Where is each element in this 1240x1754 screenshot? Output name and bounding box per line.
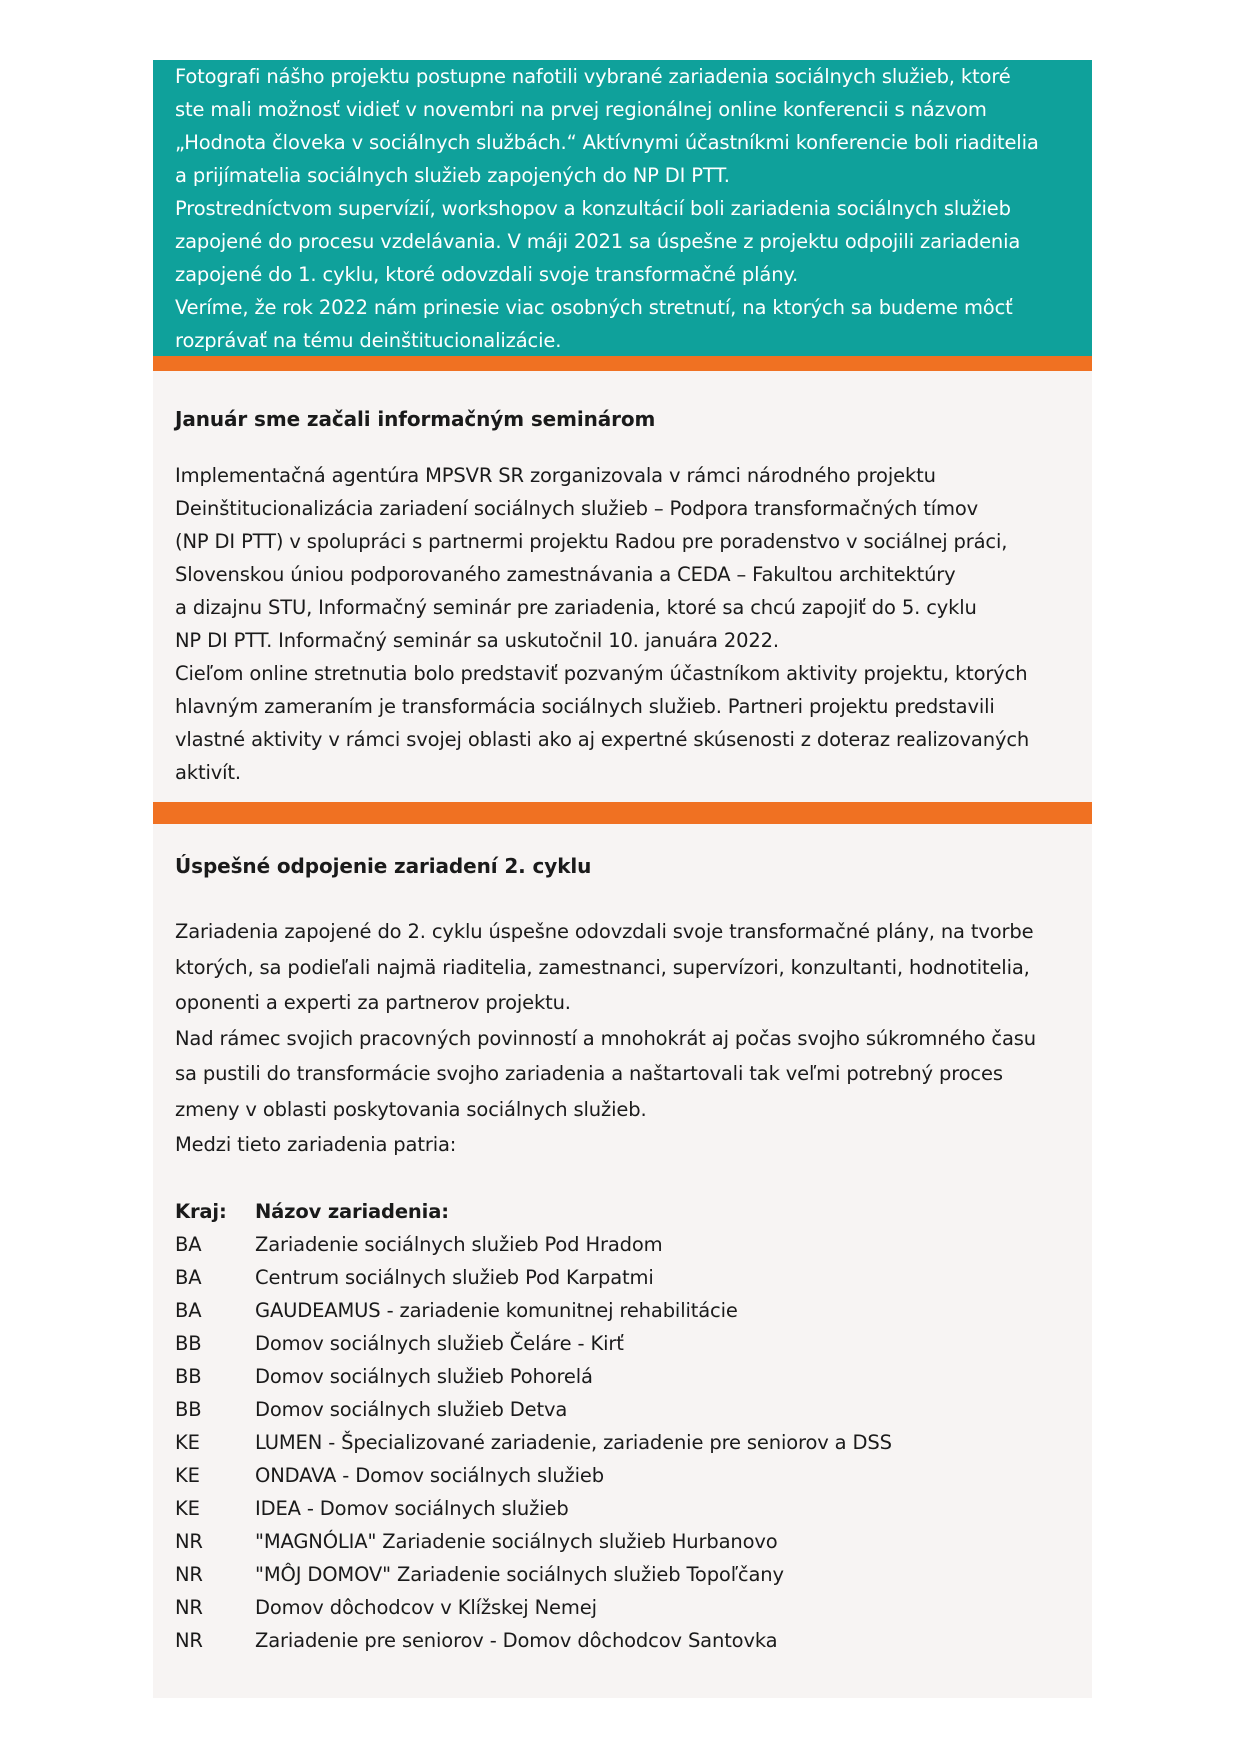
intro-line: „Hodnota človeka v sociálnych službách.“ Aktívnymi účastníkmi konferencie boli riaditelia [175, 131, 1039, 154]
region-code: NR [175, 1628, 203, 1652]
body-line: Zariadenia zapojené do 2. cyklu úspešne odovzdali svoje transformačné plány, na tvorbe [175, 920, 1034, 943]
table-row [175, 1591, 1070, 1624]
body-line: oponenti a experti za partnerov projektu. [175, 991, 571, 1014]
region-code: BB [175, 1364, 202, 1388]
seminar-section [153, 371, 1092, 802]
region-code: BB [175, 1397, 202, 1421]
body-line: NP DI PTT. Informačný seminár sa uskutočnil 10. januára 2022. [175, 629, 779, 652]
table-row [175, 1294, 1070, 1327]
facility-name: Zariadenie sociálnych služieb Pod Hradom [255, 1232, 663, 1256]
body-line: Medzi tieto zariadenia patria: [175, 1133, 457, 1156]
table-row [175, 1624, 1070, 1657]
region-code: NR [175, 1529, 203, 1553]
body-line: aktivít. [175, 761, 241, 784]
body-line: vlastné aktivity v rámci svojej oblasti ako aj expertné skúsenosti z doteraz realizovaných [175, 728, 1030, 751]
cycle-two-section [153, 824, 1092, 1698]
facility-name: Domov sociálnych služieb Pohorelá [255, 1364, 593, 1388]
region-code: BA [175, 1298, 202, 1322]
facility-name: IDEA - Domov sociálnych služieb [255, 1496, 569, 1520]
body-line: Nad rámec svojich pracovných povinností a mnohokrát aj počas svojho súkromného času [175, 1026, 1036, 1050]
intro-line: Prostredníctvom supervízií, workshopov a konzultácií boli zariadenia sociálnych služieb [175, 197, 1011, 220]
facility-name: Zariadenie pre seniorov - Domov dôchodcov Santovka [255, 1628, 778, 1652]
intro-line: ste mali možnosť vidieť v novembri na prvej regionálnej online konferencii s názvom [175, 98, 987, 121]
intro-line: zapojené do 1. cyklu, ktoré odovzdali svoje transformačné plány. [175, 263, 799, 286]
facility-table [175, 1195, 1070, 1657]
body-line: Slovenskou úniou podporovaného zamestnávania a CEDA – Fakultou architektúry [175, 563, 956, 586]
body-line: (NP DI PTT) v spolupráci s partnermi projektu Radou pre poradenstvo v sociálnej práci, [175, 530, 1008, 553]
intro-line: a prijímatelia sociálnych služieb zapojených do NP DI PTT. [175, 164, 730, 187]
facility-name: Centrum sociálnych služieb Pod Karpatmi [255, 1265, 654, 1289]
body-line: Implementačná agentúra MPSVR SR zorganizovala v rámci národného projektu [175, 464, 936, 487]
intro-box [153, 60, 1092, 356]
table-row [175, 1558, 1070, 1591]
region-header: Kraj: [175, 1199, 227, 1223]
facility-name: LUMEN - Špecializované zariadenie, zariadenie pre seniorov a DSS [255, 1430, 892, 1454]
table-row [175, 1525, 1070, 1558]
section-title: Január sme začali informačným seminárom [175, 407, 656, 431]
intro-line: rozprávať na tému deinštitucionalizácie. [175, 329, 562, 352]
facility-name: ONDAVA - Domov sociálnych služieb [255, 1463, 604, 1487]
facility-name: GAUDEAMUS - zariadenie komunitnej rehabilitácie [255, 1298, 738, 1322]
region-code: BB [175, 1331, 202, 1355]
region-code: BA [175, 1265, 202, 1289]
body-line: zmeny v oblasti poskytovania sociálnych služieb. [175, 1097, 647, 1121]
body-line: sa pustili do transformácie svojho zariadenia a naštartovali tak veľmi potrebný proces [175, 1062, 1003, 1085]
facility-name: "MÔJ DOMOV" Zariadenie sociálnych služieb Topoľčany [255, 1562, 784, 1586]
table-row [175, 1426, 1070, 1459]
table-row [175, 1459, 1070, 1492]
table-row [175, 1393, 1070, 1426]
region-code: KE [175, 1463, 200, 1487]
intro-line: Veríme, že rok 2022 nám prinesie viac osobných stretnutí, na ktorých sa budeme môcť [175, 296, 1013, 319]
facility-name: Domov dôchodcov v Klížskej Nemej [255, 1595, 597, 1619]
facility-name-header: Názov zariadenia: [255, 1199, 449, 1223]
section-divider [153, 356, 1092, 371]
intro-line: zapojené do procesu vzdelávania. V máji 2021 sa úspešne z projektu odpojili zariadenia [175, 230, 1021, 253]
section-divider [153, 802, 1092, 824]
body-line: hlavným zameraním je transformácia sociálnych služieb. Partneri projektu predstavili [175, 695, 995, 718]
region-code: BA [175, 1232, 202, 1256]
region-code: KE [175, 1496, 200, 1520]
body-line: a dizajnu STU, Informačný seminár pre zariadenia, ktoré sa chcú zapojiť do 5. cyklu [175, 596, 977, 619]
table-row [175, 1261, 1070, 1294]
region-code: KE [175, 1430, 200, 1454]
section-title: Úspešné odpojenie zariadení 2. cyklu [175, 854, 592, 878]
body-line: ktorých, sa podieľali najmä riaditelia, zamestnanci, supervízori, konzultanti, hodnotitelia, [175, 955, 1030, 979]
intro-line: Fotografi nášho projektu postupne nafotili vybrané zariadenia sociálnych služieb, ktoré [175, 65, 1011, 88]
body-line: Cieľom online stretnutia bolo predstaviť pozvaným účastníkom aktivity projektu, ktorých [175, 662, 1028, 685]
table-row [175, 1228, 1070, 1261]
table-row [175, 1360, 1070, 1393]
facility-name: Domov sociálnych služieb Detva [255, 1397, 568, 1421]
newsletter-column [153, 60, 1092, 1698]
table-header-row [175, 1195, 1070, 1228]
facility-name: Domov sociálnych služieb Čeláre - Kirť [255, 1331, 624, 1355]
region-code: NR [175, 1595, 203, 1619]
table-row [175, 1327, 1070, 1360]
facility-name: "MAGNÓLIA" Zariadenie sociálnych služieb Hurbanovo [255, 1529, 778, 1553]
region-code: NR [175, 1562, 203, 1586]
body-line: Deinštitucionalizácia zariadení sociálnych služieb – Podpora transformačných tímov [175, 497, 979, 520]
table-row [175, 1492, 1070, 1525]
